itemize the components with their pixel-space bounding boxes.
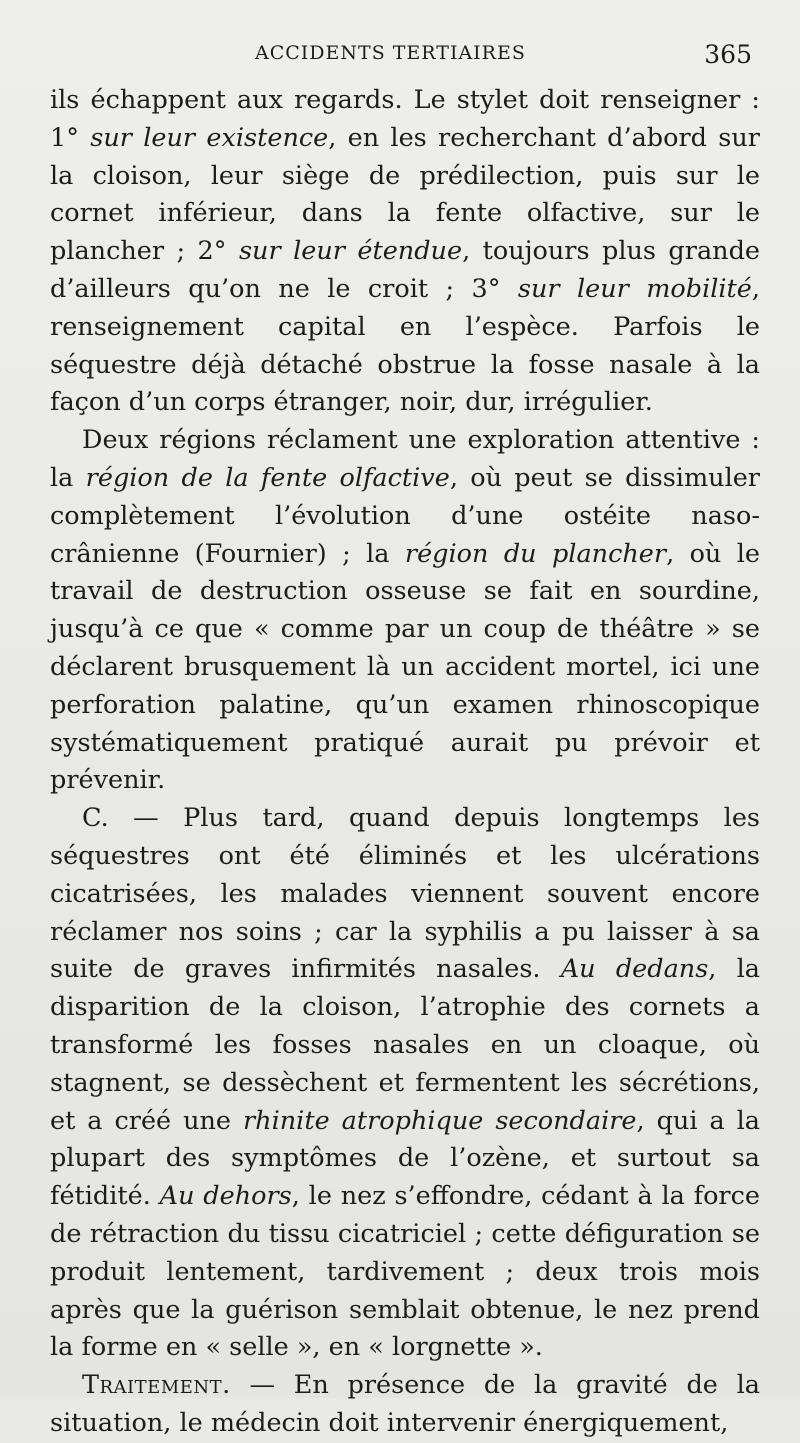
text-run: , où le travail de destruction osseuse se fait en sourdine, jusqu’à ce que « comme par un coup de théâtre » se déclarent brusquement là un accident mortel, ici une perforation palatine, qu’un examen rhinoscopique systématiquement pratiqué aurait pu prévoir et prévenir. <box>50 538 760 796</box>
italic-run: région du plancher <box>404 538 667 569</box>
page-number: 365 <box>704 40 752 69</box>
paragraph-1 <box>50 82 760 422</box>
italic-run: sur leur étendue <box>238 236 463 267</box>
page-header <box>50 40 760 82</box>
italic-run: sur leur mobilité <box>517 273 752 304</box>
text-run: ils échappent aux regards. Le stylet doit renseigner : 1° <box>50 85 760 153</box>
text-run: — En présence de la gravité de la situation, le médecin doit intervenir énergiquement, <box>50 1370 760 1438</box>
section-heading: Traitement. <box>82 1370 231 1401</box>
italic-run: rhinite atrophique secondaire <box>242 1105 637 1136</box>
text-run: , renseignement capital en l’espèce. Parfois le séquestre déjà détaché obstrue la fosse nasale à la façon d’un corps étranger, noir, dur, irrégulier. <box>50 273 761 418</box>
body-text <box>50 82 760 1443</box>
paragraph-3 <box>50 800 760 1367</box>
text-run: , toujours plus grande d’ailleurs qu’on ne le croit ; 3° <box>50 236 760 304</box>
paragraph-4 <box>50 1367 760 1443</box>
italic-run: région de la fente olfactive <box>85 462 450 493</box>
text-run: , la disparition de la cloison, l’atrophie des cornets a transformé les fosses nasales en un cloaque, où stagnent, se dessèchent et fermentent les sécrétions, et a créé une <box>50 954 760 1136</box>
text-run: Deux régions réclament une exploration attentive : la <box>50 425 760 493</box>
text-run: C. — Plus tard, quand depuis longtemps les séquestres ont été éliminés et les ulcérations cicatrisées, les malades viennent souvent encore réclamer nos soins ; car la syphilis a pu laisser à sa suite de graves infirmités nasales. <box>50 803 760 985</box>
italic-run: Au dedans <box>560 954 709 985</box>
text-run: , le nez s’effondre, cédant à la force de rétraction du tissu cicatriciel ; cette défiguration se produit lentement, tardivement ; deux trois mois après que la guérison semblait obtenue, le nez prend la forme en « selle », en « lorgnette ». <box>50 1181 760 1363</box>
text-run: , qui a la plupart des symptômes de l’ozène, et surtout sa fétidité. <box>50 1105 760 1212</box>
text-run: , en les recherchant d’abord sur la cloison, leur siège de prédilection, puis sur le cornet inférieur, dans la fente olfactive, sur le plancher ; 2° <box>50 122 760 267</box>
text-run: , où peut se dissimuler complètement l’évolution d’une ostéite naso-crânienne (Fournier) ; la <box>50 462 761 569</box>
paragraph-2 <box>50 422 760 800</box>
running-head: ACCIDENTS TERTIAIRES <box>255 42 526 64</box>
italic-run: Au dehors <box>159 1181 292 1212</box>
italic-run: sur leur existence <box>90 122 329 153</box>
